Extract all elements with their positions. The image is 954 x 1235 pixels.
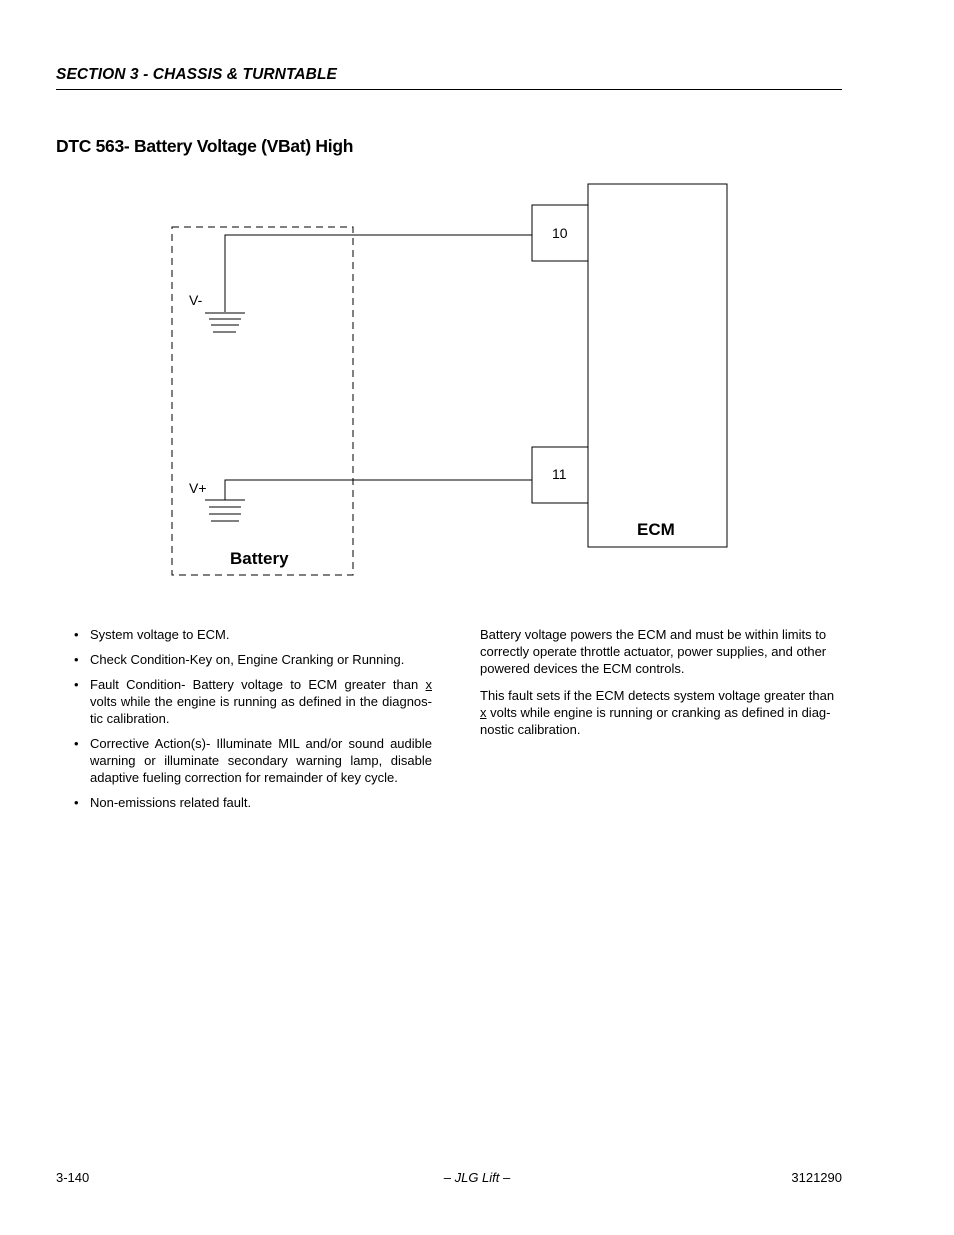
pin-10-label: 10	[552, 225, 568, 241]
bullet-dot: •	[74, 627, 79, 642]
battery-box	[172, 227, 353, 575]
ground-symbol-v-plus	[205, 500, 245, 521]
bullet-dot: •	[74, 795, 79, 810]
ecm-label: ECM	[637, 520, 675, 539]
bullet-dot: •	[74, 652, 79, 667]
battery-label: Battery	[230, 549, 289, 568]
description-paragraph: Battery voltage powers the ECM and must be within limits to correctly operate throttle actuator, power supplies, and other powered devices the ECM controls.	[480, 627, 827, 676]
description-paragraph: This fault sets if the ECM detects system voltage greater than x volts while engine is running or cranking as defined in diag-nostic calibration.	[480, 688, 835, 737]
v-minus-label: V-	[189, 292, 203, 308]
pin-11-label: 11	[552, 466, 567, 482]
bullet-dot: •	[74, 677, 79, 692]
bullet-dot: •	[74, 736, 79, 751]
section-header: SECTION 3 - CHASSIS & TURNTABLE	[56, 66, 337, 83]
document-number: 3121290	[791, 1170, 842, 1185]
v-plus-label: V+	[189, 480, 207, 496]
list-item: • Check Condition-Key on, Engine Cranking or Running.	[74, 652, 405, 667]
list-item: • Fault Condition- Battery voltage to ECM greater than x volts while the engine is running as defined in the diagnos-tic calibration.	[74, 677, 432, 726]
list-item: • Non-emissions related fault.	[74, 795, 252, 810]
ecm-box	[588, 184, 727, 547]
wire-v-minus	[225, 235, 532, 312]
ground-symbol-v-minus	[205, 313, 245, 332]
list-item: • System voltage to ECM.	[74, 627, 230, 642]
condition-list	[74, 626, 432, 819]
list-item: • Corrective Action(s)- Illuminate MIL and/or sound audible warning or illuminate secondary warning lamp, disable adaptive fueling correction for remainder of key cycle.	[74, 736, 432, 785]
page-number: 3-140	[56, 1170, 90, 1185]
page-title: DTC 563- Battery Voltage (VBat) High	[56, 136, 354, 156]
description-column	[480, 626, 842, 748]
footer-brand: – JLG Lift –	[443, 1170, 511, 1185]
wire-v-plus	[225, 480, 532, 500]
